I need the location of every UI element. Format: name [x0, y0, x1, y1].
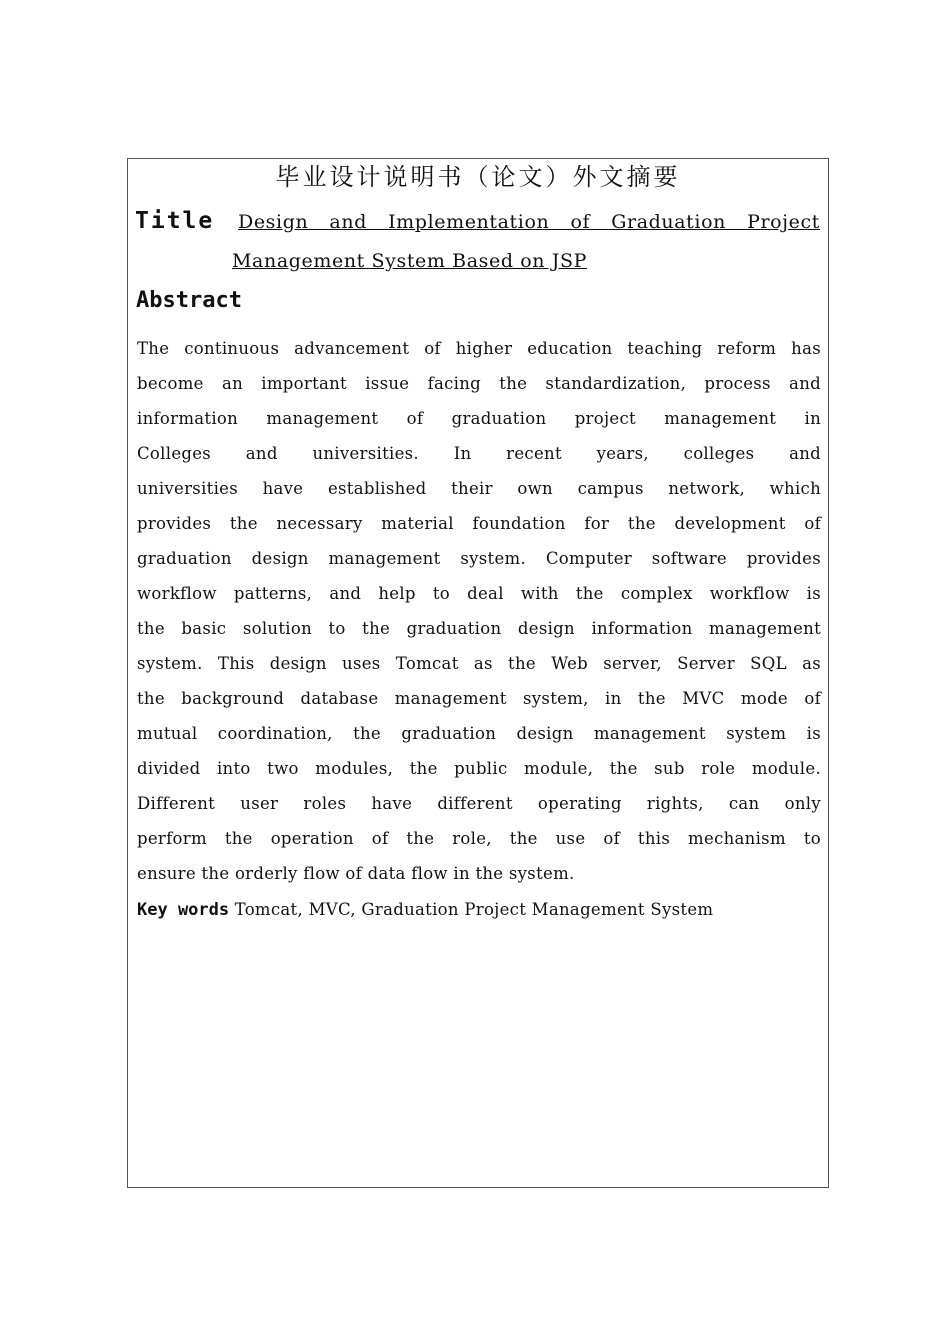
keywords-label: Key words — [137, 900, 230, 920]
abstract-line: Colleges and universities. In recent years, colleges and — [137, 444, 821, 463]
abstract-line: the background database management system, in the MVC mode of — [137, 689, 821, 708]
title-text-line-1: Design and Implementation of Graduation Project — [238, 211, 820, 233]
keywords-line — [137, 895, 713, 925]
abstract-line: the basic solution to the graduation design information management — [137, 619, 821, 638]
abstract-label: Abstract — [136, 288, 242, 313]
abstract-line: divided into two modules, the public module, the sub role module. — [137, 759, 821, 778]
abstract-line: The continuous advancement of higher education teaching reform has — [137, 339, 821, 358]
keywords-value: Tomcat, MVC, Graduation Project Management System — [234, 900, 714, 919]
abstract-line: information management of graduation project management in — [137, 409, 821, 428]
title-text-line-2: Management System Based on JSP — [232, 250, 587, 272]
abstract-line: ensure the orderly flow of data flow in the system. — [137, 864, 575, 883]
abstract-line: graduation design management system. Computer software provides — [137, 549, 821, 568]
abstract-body — [137, 334, 821, 894]
abstract-line: provides the necessary material foundation for the development of — [137, 514, 821, 533]
abstract-line: become an important issue facing the standardization, process and — [137, 374, 821, 393]
title-label: Title — [135, 208, 215, 234]
abstract-frame — [127, 158, 829, 1188]
abstract-line: perform the operation of the role, the use of this mechanism to — [137, 829, 821, 848]
abstract-line: Different user roles have different operating rights, can only — [137, 794, 821, 813]
abstract-line: universities have established their own campus network, which — [137, 479, 821, 498]
page-heading: 毕业设计说明书（论文）外文摘要 — [275, 163, 681, 191]
abstract-line: mutual coordination, the graduation design management system is — [137, 724, 821, 743]
abstract-line: system. This design uses Tomcat as the Web server, Server SQL as — [137, 654, 821, 673]
abstract-line: workflow patterns, and help to deal with the complex workflow is — [137, 584, 821, 603]
